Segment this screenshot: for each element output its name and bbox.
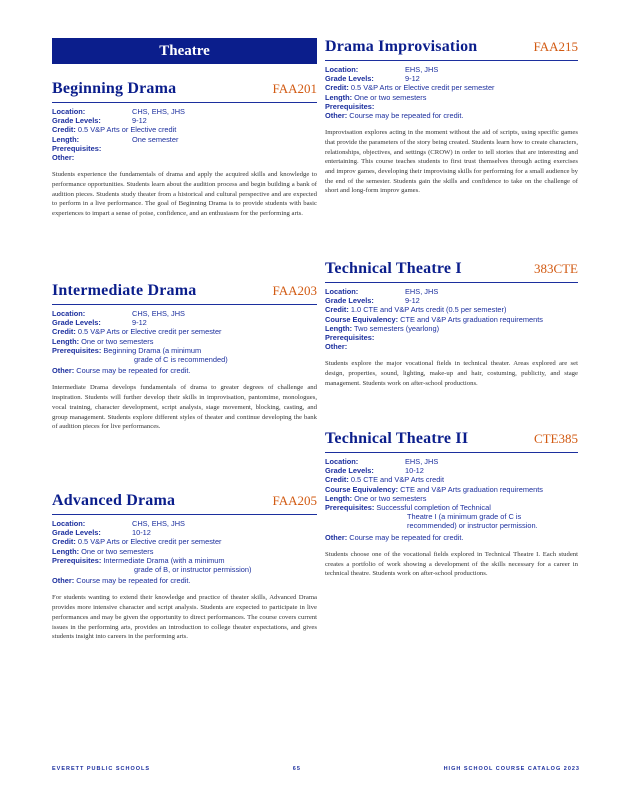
- course-title: Beginning Drama: [52, 80, 177, 97]
- other-field: Other: Course may be repeated for credit.: [52, 576, 191, 586]
- grade-levels-field: Grade Levels: 9-12: [325, 74, 420, 84]
- prerequisites-field: Prerequisites: Beginning Drama (a minimum grade of C is recommended): [52, 345, 228, 365]
- location-field: Location: CHS, EHS, JHS: [52, 519, 185, 528]
- credit-field: Credit: 0.5 CTE and V&P Arts credit: [325, 475, 445, 485]
- other-field: Other: Course may be repeated for credit.: [52, 366, 191, 376]
- grade-levels-field: Grade Levels: 9-12: [325, 296, 420, 306]
- course-intermediate-drama: [52, 282, 317, 432]
- footer-district: EVERETT PUBLIC SCHOOLS: [52, 766, 151, 772]
- course-equivalency-field: Course Equivalency: CTE and V&P Arts graduation requirements: [325, 484, 543, 494]
- credit-field: Credit: 0.5 V&P Arts or Elective credit: [52, 125, 177, 135]
- course-code: FAA205: [272, 493, 317, 508]
- credit-field: Credit: 0.5 V&P Arts or Elective credit per semester: [52, 537, 222, 547]
- course-technical-theatre-2: [325, 430, 578, 579]
- credit-field: Credit: 0.5 V&P Arts or Elective credit per semester: [52, 327, 222, 337]
- grade-levels-field: Grade Levels: 10-12: [52, 528, 151, 538]
- location-field: Location: EHS, JHS: [325, 287, 439, 296]
- location-field: Location: EHS, JHS: [325, 65, 439, 74]
- grade-levels-field: Grade Levels: 9-12: [52, 318, 147, 328]
- course-title: Intermediate Drama: [52, 282, 197, 299]
- length-field: Length: One or two semesters: [325, 92, 427, 102]
- location-field: Location: CHS, EHS, JHS: [52, 107, 185, 116]
- course-header: [325, 38, 578, 61]
- grade-levels-field: Grade Levels: 10-12: [325, 466, 424, 476]
- course-title: Technical Theatre II: [325, 430, 469, 447]
- course-description: Improvisation explores acting in the moment without the aid of scripts, using specific games that provide the parameters of the story being created. Students learn how to create characters, relationships, objectives, and settings (CROW) in order to tell stories that are interesting and entertaining. This course teaches students to first trust themselves through acting exercises and improv games, developing their improvising skills for performing for a small audience by the end of the semester. Students gain the skills and confidence to take on the challenge of short and long-form improv games.: [325, 129, 578, 195]
- length-field: Length: One or two semesters: [52, 546, 154, 556]
- credit-field: Credit: 0.5 V&P Arts or Elective credit per semester: [325, 83, 495, 93]
- footer-catalog: HIGH SCHOOL COURSE CATALOG 2023: [443, 766, 580, 772]
- prerequisites-field: Prerequisites: Intermediate Drama (with a minimum grade of B, or instructor permission): [52, 555, 252, 575]
- prerequisites-field: Prerequisites:: [52, 143, 102, 153]
- course-title: Advanced Drama: [52, 492, 176, 509]
- credit-field: Credit: 1.0 CTE and V&P Arts credit (0.5 per semester): [325, 305, 507, 315]
- page-number: 65: [292, 766, 301, 772]
- course-code: FAA201: [272, 81, 317, 96]
- length-field: Length: One semester: [52, 134, 179, 144]
- length-field: Length: Two semesters (yearlong): [325, 323, 440, 333]
- course-description: Students experience the fundamentals of drama and apply the acquired skills and knowledge to performance opportunities. Students learn about the audition process and begin building a bank of audition pieces. Students study theater from a historical and cultural perspective and are expected to perform in a live performance. The goal of Beginning Drama is to provide students with basic experiences to impart a sense of poise, confidence, and an enthusiasm for the performing arts.: [52, 171, 317, 218]
- course-description: Intermediate Drama develops fundamentals of drama to greater degrees of challenge and inspiration. Students will further develop their skills in improvisation, pantomime, monologues, vocal training, character development, script analysis, stage movement, blocking, casting, and group management. Students explore different styles of theater and continue developing the bank of audition pieces for live performances.: [52, 384, 317, 431]
- length-field: Length: One or two semesters: [325, 493, 427, 503]
- course-code: CTE385: [533, 431, 578, 446]
- course-header: [52, 282, 317, 305]
- other-field: Other: Course may be repeated for credit.: [325, 111, 464, 121]
- other-field: Other:: [52, 153, 75, 163]
- course-description: Students choose one of the vocational fields explored in Technical Theatre I. Each student creates a portfolio of work showing a development of the skills necessary for a career in technical theatre. Students work on after-school productions.: [325, 550, 578, 578]
- other-field: Other: Course may be repeated for credit.: [325, 532, 464, 542]
- course-description: For students wanting to extend their knowledge and practice of theater skills, Advanced Drama provides more intensive character and script analysis. Students are expected to participate in live performances and may be given the opportunity to direct performances. The course covers current issues in the performing arts, provides an introduction to college theater expectations, and gives students insight into careers in the performing arts.: [52, 594, 317, 641]
- course-beginning-drama: [52, 80, 317, 219]
- course-header: [52, 80, 317, 103]
- course-header: [325, 260, 578, 283]
- course-title: Technical Theatre I: [325, 260, 462, 277]
- prerequisites-field: Prerequisites: Successful completion of Technical Theatre I (a minimum grade of C is recommended) or instructor permission.: [325, 503, 538, 531]
- section-banner: Theatre: [52, 38, 317, 64]
- grade-levels-field: Grade Levels: 9-12: [52, 116, 147, 126]
- page-footer: [52, 766, 580, 772]
- course-description: Students explore the major vocational fields in technical theater. Areas explored are set design, properties, sound, lighting, make-up and hair, costuming, publicity, and stage management. Students work on after-school productions.: [325, 360, 578, 387]
- course-header: [52, 492, 317, 515]
- location-field: Location: EHS, JHS: [325, 457, 439, 466]
- location-field: Location: CHS, EHS, JHS: [52, 309, 185, 318]
- prerequisites-field: Prerequisites:: [325, 333, 375, 343]
- course-technical-theatre-1: [325, 260, 578, 389]
- course-header: [325, 430, 578, 453]
- prerequisites-field: Prerequisites:: [325, 101, 375, 111]
- course-title: Drama Improvisation: [325, 38, 478, 55]
- course-equivalency-field: Course Equivalency: CTE and V&P Arts graduation requirements: [325, 314, 543, 324]
- course-code: 383CTE: [533, 261, 578, 276]
- other-field: Other:: [325, 342, 348, 352]
- course-drama-improvisation: [325, 38, 578, 196]
- left-column: [52, 38, 317, 641]
- length-field: Length: One or two semesters: [52, 336, 154, 346]
- course-code: FAA203: [272, 283, 317, 298]
- course-advanced-drama: [52, 492, 317, 642]
- course-code: FAA215: [533, 39, 578, 54]
